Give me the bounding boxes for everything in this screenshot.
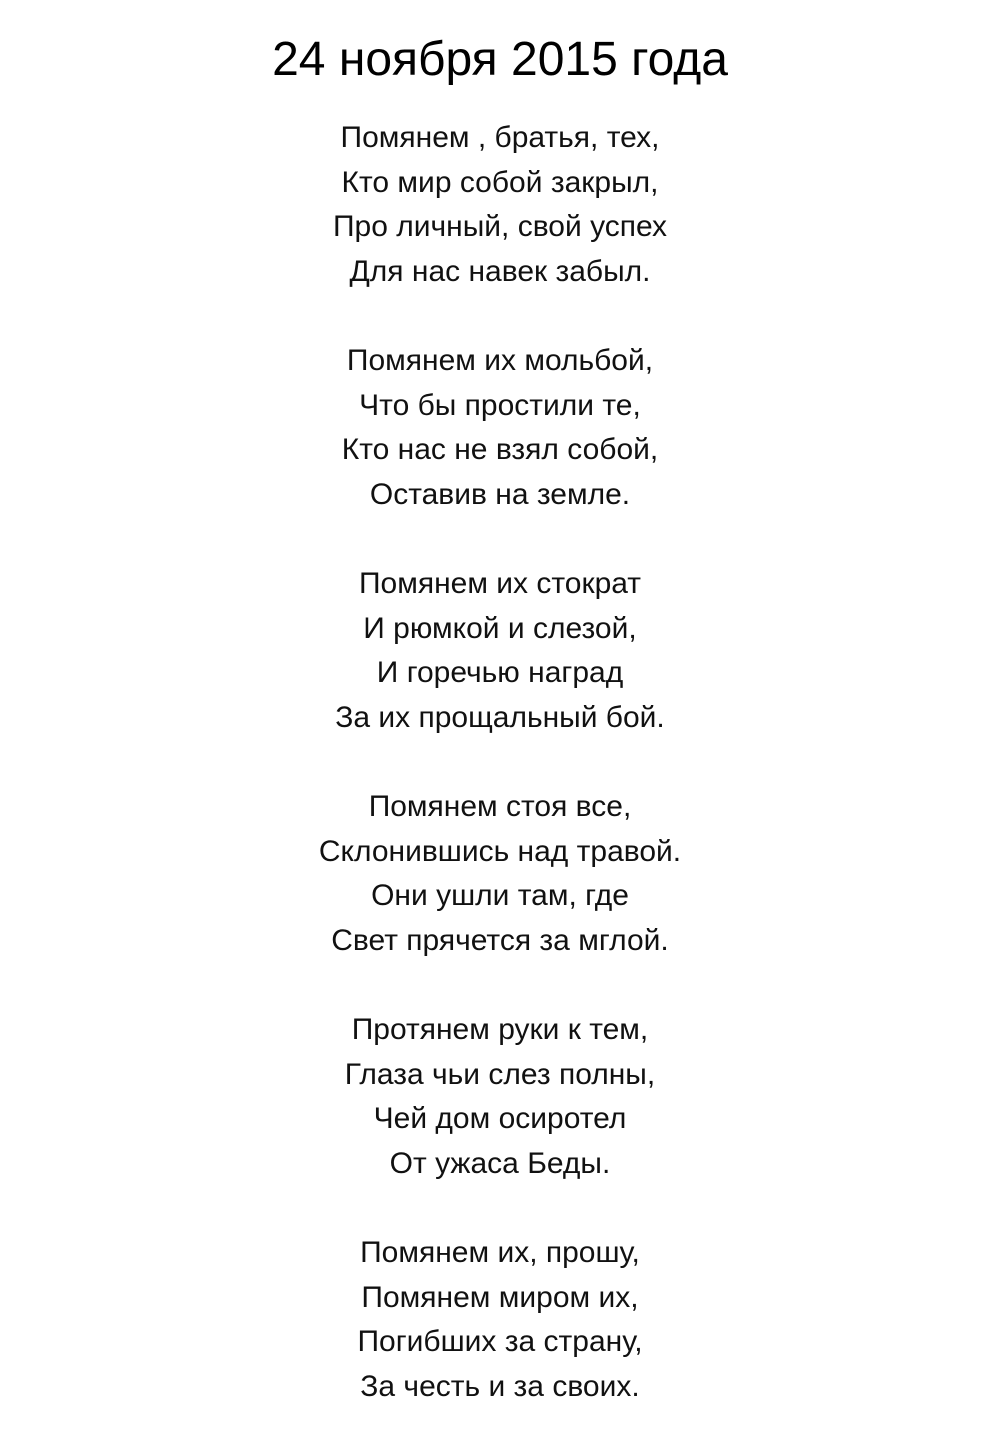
stanza-4 (0, 785, 1000, 963)
poem-line: Свет прячется за мглой. (331, 923, 669, 957)
stanza-5 (0, 1008, 1000, 1186)
poem-line: Помянем , братья, тех, (340, 121, 660, 154)
poem-line: Кто нас не взял собой, (341, 433, 659, 466)
poem-line: Оставив на земле. (369, 477, 631, 511)
poem-line: Помянем их мольбой, (346, 344, 654, 377)
stanza-6 (0, 1231, 1000, 1409)
poem-line: Кто мир собой закрыл, (341, 165, 659, 199)
poem-line: Глаза чьи слез полны, (344, 1057, 656, 1091)
stanza-3 (0, 562, 1000, 740)
poem-line: За их прощальный бой. (335, 700, 665, 734)
poem-body (0, 116, 1000, 1454)
poem-line: Помянем миром их, (361, 1280, 639, 1314)
stanza-2 (0, 339, 1000, 517)
poem-line: Помянем стоя все, (368, 790, 632, 823)
poem-line: Склонившись над травой. (318, 834, 682, 868)
poem-line: И рюмкой и слезой, (363, 611, 637, 645)
stanza-1 (0, 116, 1000, 294)
poem-line: И горечью наград (376, 656, 624, 689)
poem-line: Они ушли там, где (371, 879, 629, 912)
page-title: 24 ноября 2015 года (272, 33, 728, 86)
poem-line: Помянем их стократ (358, 567, 642, 600)
poem-line: Про личный, свой успех (332, 210, 668, 243)
poem-line: От ужаса Беды. (389, 1146, 611, 1180)
poem-line: За честь и за своих. (360, 1369, 640, 1403)
poem-line: Протянем руки к тем, (351, 1013, 649, 1046)
poem-line: Помянем их, прошу, (360, 1236, 640, 1269)
poem-line: Что бы простили те, (359, 388, 641, 422)
poem-line: Чей дом осиротел (373, 1102, 627, 1135)
poem-line: Для нас навек забыл. (349, 254, 651, 288)
poem-line: Погибших за страну, (357, 1325, 643, 1358)
